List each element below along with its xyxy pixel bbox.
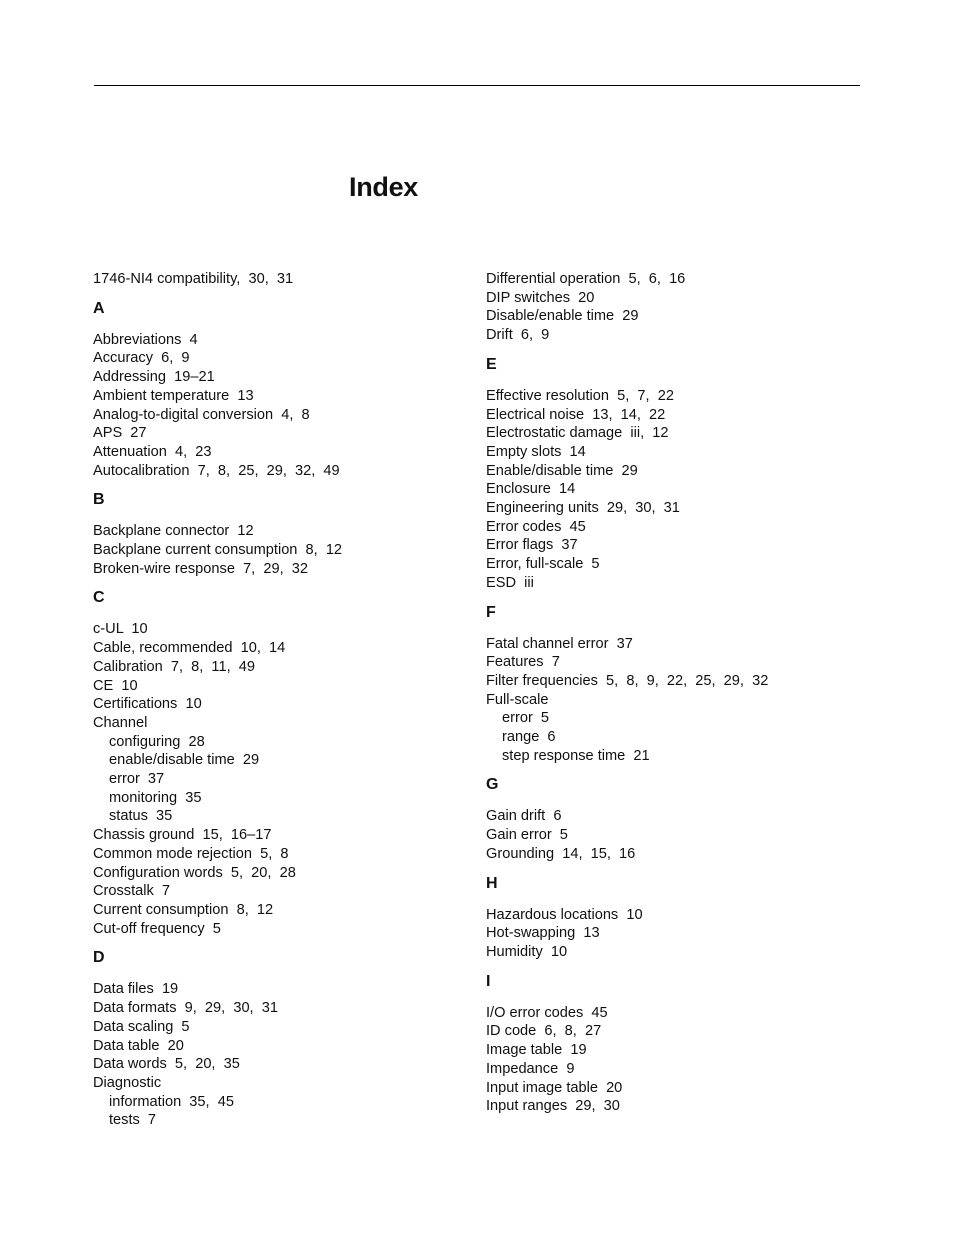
index-entry: Abbreviations 4 [93, 331, 198, 348]
index-entry: Broken-wire response 7, 29, 32 [93, 560, 308, 577]
index-entry: Data words 5, 20, 35 [93, 1056, 240, 1073]
index-entry: Humidity 10 [486, 943, 568, 960]
index-entry: Accuracy 6, 9 [93, 350, 190, 367]
index-entry: Data scaling 5 [93, 1018, 190, 1035]
index-entry: Attenuation 4, 23 [93, 443, 212, 460]
index-entry: Chassis ground 15, 16–17 [93, 827, 272, 844]
index-subentry: enable/disable time 29 [109, 752, 260, 769]
index-entry: 1746-NI4 compatibility, 30, 31 [93, 271, 294, 287]
index-entry: Input ranges 29, 30 [486, 1098, 620, 1115]
index-entry: Features 7 [486, 654, 560, 671]
index-entry: Backplane connector 12 [93, 523, 254, 540]
index-entry: Addressing 19–21 [93, 369, 215, 386]
index-section-letter: G [486, 776, 499, 794]
index-entry: Current consumption 8, 12 [93, 901, 274, 918]
index-section-letter: B [93, 491, 105, 509]
index-entry: CE 10 [93, 677, 138, 694]
index-entry: Cable, recommended 10, 14 [93, 640, 286, 657]
index-entry: Crosstalk 7 [93, 883, 171, 900]
index-subentry: step response time 21 [502, 747, 650, 764]
index-entry: Fatal channel error 37 [486, 635, 633, 652]
index-subentry: status 35 [109, 808, 173, 825]
index-entry: Grounding 14, 15, 16 [486, 845, 636, 862]
index-section-letter: I [486, 972, 491, 990]
index-entry: Gain error 5 [486, 827, 568, 844]
index-entry: Data table 20 [93, 1037, 184, 1054]
index-entry: Electrostatic damage iii, 12 [486, 425, 669, 442]
index-entry: Effective resolution 5, 7, 22 [486, 387, 674, 404]
index-entry: Certifications 10 [93, 696, 202, 713]
index-entry: Data formats 9, 29, 30, 31 [93, 1000, 278, 1017]
index-entry: ID code 6, 8, 27 [486, 1023, 602, 1040]
index-section-letter: C [93, 589, 105, 607]
index-entry: Error, full-scale 5 [486, 556, 600, 573]
index-entry: Analog-to-digital conversion 4, 8 [93, 406, 310, 423]
index-entry: Error flags 37 [486, 537, 578, 554]
index-entry: Enable/disable time 29 [486, 462, 638, 479]
index-entry: Differential operation 5, 6, 16 [486, 271, 686, 287]
index-entry: Calibration 7, 8, 11, 49 [93, 658, 255, 675]
index-entry: APS 27 [93, 425, 147, 442]
index-column-left [93, 270, 493, 1130]
index-entry: Backplane current consumption 8, 12 [93, 542, 343, 559]
index-entry: Full-scale [486, 691, 549, 708]
index-entry: Enclosure 14 [486, 481, 576, 498]
index-subentry: error 5 [502, 710, 550, 727]
index-entry: Ambient temperature 13 [93, 387, 254, 404]
index-subentry: tests 7 [109, 1112, 157, 1129]
index-section-letter: A [93, 299, 105, 317]
index-entry: Data files 19 [93, 981, 179, 998]
index-entry: Common mode rejection 5, 8 [93, 845, 289, 862]
index-entry: Electrical noise 13, 14, 22 [486, 406, 666, 423]
index-entry: Drift 6, 9 [486, 327, 550, 344]
index-section-letter: H [486, 874, 498, 892]
index-entry: Channel [93, 714, 148, 731]
index-entry: Configuration words 5, 20, 28 [93, 864, 296, 881]
index-subentry: range 6 [502, 729, 556, 746]
index-subentry: configuring 28 [109, 733, 205, 750]
page-title: Index [349, 172, 419, 202]
index-column-right [486, 270, 886, 1116]
index-section-letter: D [93, 949, 105, 967]
index-entry: Disable/enable time 29 [486, 308, 639, 325]
index-entry: Error codes 45 [486, 518, 586, 535]
index-entry: Diagnostic [93, 1074, 162, 1091]
header-rule [94, 85, 860, 86]
index-subentry: monitoring 35 [109, 789, 202, 806]
index-entry: Input image table 20 [486, 1079, 623, 1096]
index-entry: Filter frequencies 5, 8, 9, 22, 25, 29, 32 [486, 672, 769, 689]
index-entry: Autocalibration 7, 8, 25, 29, 32, 49 [93, 462, 340, 479]
index-section-letter: F [486, 603, 496, 621]
index-entry: Hazardous locations 10 [486, 906, 643, 923]
index-subentry: error 37 [109, 771, 165, 788]
index-section-letter: E [486, 355, 497, 373]
index-entry: Gain drift 6 [486, 808, 562, 825]
index-entry: Engineering units 29, 30, 31 [486, 500, 680, 517]
index-entry: I/O error codes 45 [486, 1004, 608, 1021]
index-entry: Image table 19 [486, 1042, 587, 1059]
index-entry: c-UL 10 [93, 621, 148, 638]
index-entry: Impedance 9 [486, 1060, 575, 1077]
index-entry: Cut-off frequency 5 [93, 920, 221, 937]
index-subentry: information 35, 45 [109, 1093, 234, 1110]
index-entry: Hot-swapping 13 [486, 925, 600, 942]
index-entry: ESD iii [486, 574, 534, 591]
index-entry: DIP switches 20 [486, 289, 595, 306]
index-entry: Empty slots 14 [486, 443, 586, 460]
